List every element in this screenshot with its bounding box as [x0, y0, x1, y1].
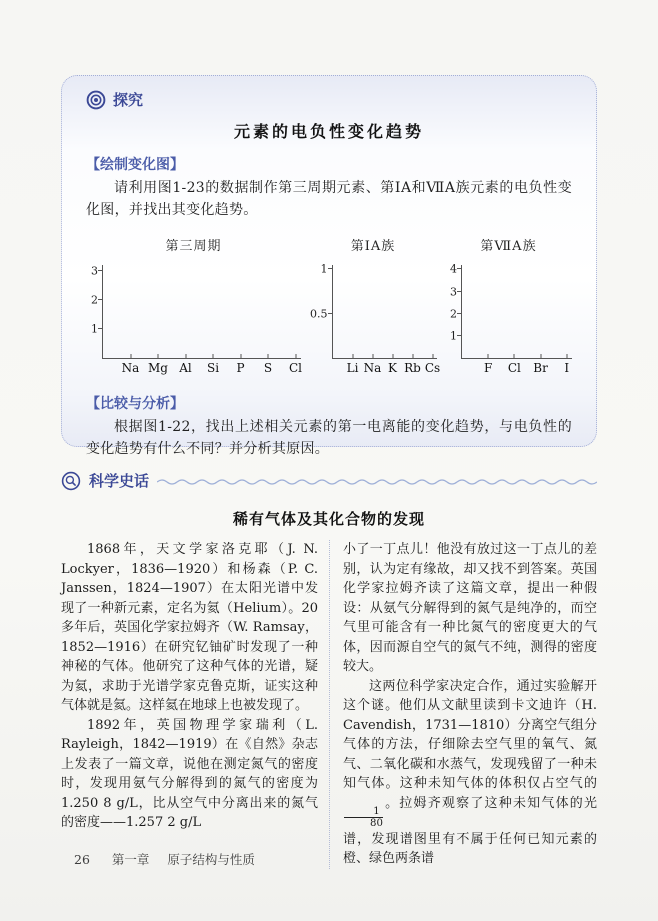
y-tick-label: 1 — [91, 322, 98, 336]
page-number: 26 — [74, 852, 90, 867]
x-axis-tick — [372, 354, 373, 358]
science-history-section — [61, 470, 597, 869]
y-axis-tick — [457, 313, 462, 314]
x-category-label: P — [236, 361, 245, 375]
fraction-numerator: 1 — [344, 806, 383, 819]
y-tick-label: 2 — [91, 293, 98, 307]
y-axis-tick — [457, 291, 462, 292]
y-tick-label: 0.5 — [310, 307, 328, 321]
y-axis-tick — [328, 313, 333, 314]
x-category-label: S — [263, 361, 273, 375]
y-axis-tick — [98, 328, 103, 329]
x-axis-tick — [240, 354, 241, 358]
paragraph: 1892年，英国物理学家瑞利（L. Rayleigh，1842—1919）在《自然》杂志上发表了一篇文章，说他在测定氮气的密度时，发现用氨气分解得到的氮气的密度为1.250 8 g/L，比从空气中分离出来的氮气的密度——1.257 2 g/L — [61, 717, 318, 830]
x-axis-tick — [295, 354, 296, 358]
bullseye-icon — [86, 90, 106, 110]
page-footer — [74, 850, 255, 868]
y-axis-tick — [98, 270, 103, 271]
book-title: 原子结构与性质 — [167, 853, 255, 867]
science-history-tag-label: 科学史话 — [89, 473, 150, 490]
x-category-label: Br — [533, 361, 548, 375]
x-category-label: Rb — [404, 361, 421, 375]
x-category-label: Li — [346, 361, 359, 375]
chapter-label: 第一章 — [111, 853, 150, 867]
x-category-label: Mg — [148, 361, 168, 375]
y-tick-label: 1 — [320, 262, 328, 276]
chart-title: 第三周期 — [165, 239, 222, 254]
paragraph-text: 。拉姆齐观察了这种未知气体的光谱，发现谱图里有不属于任何已知元素的橙、绿色两条谱 — [343, 795, 597, 867]
explore-tag-label: 探究 — [113, 92, 144, 109]
explore-tag — [86, 89, 572, 110]
x-category-label: Cl — [507, 361, 521, 375]
y-axis-tick — [457, 268, 462, 269]
x-axis-tick — [540, 354, 541, 358]
fraction-denominator: 80 — [370, 818, 383, 830]
x-axis-tick — [213, 354, 214, 358]
science-history-header — [61, 470, 597, 491]
x-axis-tick — [185, 354, 186, 358]
x-category-label: I — [564, 361, 570, 375]
x-axis-tick — [130, 354, 131, 358]
y-axis-tick — [328, 268, 333, 269]
draw-section-body: 请利用图1-23的数据制作第三周期元素、第ⅠA和ⅦA族元素的电负性变化图，并找出其变化趋势。 — [86, 180, 572, 218]
x-axis-tick — [514, 354, 515, 358]
wavy-divider — [157, 477, 597, 487]
x-axis-tick — [488, 354, 489, 358]
chart-group-ia — [310, 235, 441, 375]
electronegativity-charts — [86, 235, 572, 375]
compare-section-heading: 【比较与分析】 — [86, 395, 184, 411]
paragraph: 1868年，天文学家洛克耶（J. N. Lockyer，1836—1920）和杨森（P. C. Janssen，1824—1907）在太阳光谱中发现了一种新元素，定名为氦（Helium）。20多年后，英国化学家拉姆齐（W. Ramsay，1852—1916）在研究钇铀矿时发现了一种神秘的气体。他研究了这种气体的光谱，疑为氦，求助于光谱学家克鲁克斯，证实这种气体就是氦。这样氦在地球上也被发现了。 — [61, 542, 318, 713]
x-axis-tick — [268, 354, 269, 358]
history-article-title: 稀有气体及其化合物的发现 — [232, 511, 425, 528]
y-axis-tick — [457, 335, 462, 336]
x-category-label: Al — [179, 361, 192, 375]
x-axis-tick — [432, 354, 433, 358]
y-tick-label: 4 — [450, 262, 457, 276]
x-category-label: Na — [121, 361, 140, 375]
chart-plot-area — [450, 262, 572, 375]
y-axis-tick — [98, 299, 103, 300]
y-tick-label: 2 — [450, 307, 457, 321]
explore-activity-box — [61, 75, 597, 457]
paragraph-continuation: 小了一丁点儿！他没有放过这一丁点儿的差别，认为定有缘故，却又找不到答案。英国化学家拉姆齐读了这篇文章，提出一种假设：从氨气分解得到的氮气是纯净的，而空气里可能含有一种比氮气的密度更大的气体，因而源自空气的氮气不纯，测得的密度较大。 — [343, 542, 597, 674]
chart-title: 第ⅦA族 — [480, 239, 537, 254]
x-axis-tick — [158, 354, 159, 358]
y-tick-label: 3 — [450, 285, 457, 299]
y-tick-label: 1 — [450, 329, 457, 343]
activity-title: 元素的电负性变化趋势 — [233, 122, 424, 141]
right-column — [329, 540, 597, 869]
x-category-label: Na — [363, 361, 382, 375]
x-axis-tick — [566, 354, 567, 358]
draw-section-heading: 【绘制变化图】 — [86, 156, 184, 172]
chart-period-3 — [86, 235, 301, 375]
fraction-1-80 — [344, 806, 383, 830]
x-category-label: K — [388, 361, 397, 375]
x-category-label: Si — [206, 361, 220, 375]
left-column — [61, 540, 329, 869]
x-category-label: Cl — [288, 361, 303, 375]
chart-title: 第ⅠA族 — [350, 239, 396, 254]
y-tick-label: 3 — [91, 264, 98, 278]
chart-plot-area — [310, 262, 441, 375]
x-category-label: Cs — [424, 361, 441, 375]
x-axis-tick — [352, 354, 353, 358]
chart-plot-area — [91, 264, 303, 375]
x-category-label: F — [484, 361, 493, 375]
compare-section-body: 根据图1-22，找出上述相关元素的第一电离能的变化趋势，与电负性的变化趋势有什么不同？并分析其原因。 — [86, 419, 572, 457]
paragraph — [343, 677, 597, 869]
paragraph-text: 这两位科学家决定合作，通过实验解开这个谜。他们从文献里读到卡文迪许（H. Cavendish，1731—1810）分离空气组分气体的方法，仔细除去空气里的氧气、氮气、二氧化碳和水蒸气，发现残留了一种未知气体。这种未知气体的体积仅占空气的 — [343, 678, 597, 791]
magnifier-icon — [61, 471, 81, 491]
chart-group-viia — [445, 235, 572, 375]
x-axis-tick — [412, 354, 413, 358]
x-axis-tick — [392, 354, 393, 358]
two-column-text — [61, 540, 597, 869]
